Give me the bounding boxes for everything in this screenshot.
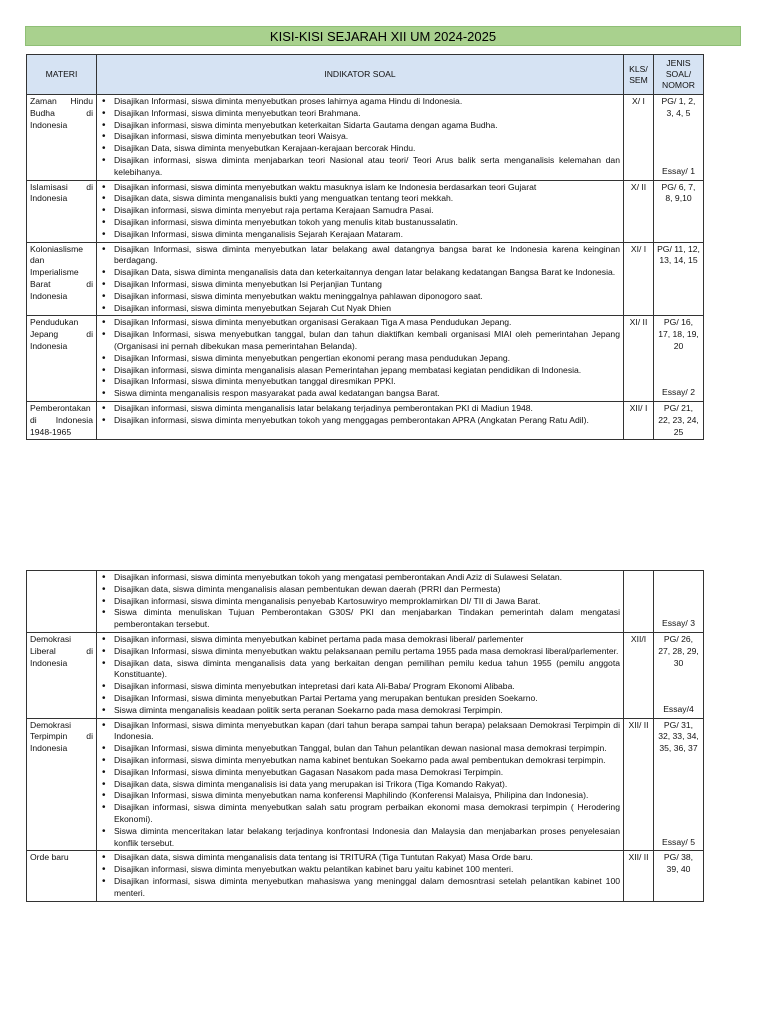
- jenis-soal-cell: [654, 632, 704, 718]
- pg-numbers: PG/ 1, 2, 3, 4, 5: [661, 96, 696, 118]
- indikator-list: [100, 182, 620, 241]
- kls-sem-cell: XII/I: [624, 632, 654, 718]
- indikator-list: [100, 96, 620, 179]
- kls-sem-cell: X/ II: [624, 180, 654, 242]
- indikator-item: • Disajikan Informasi, siswa diminta menyebutkan teori Brahmana.: [114, 108, 620, 120]
- indikator-cell: [97, 95, 624, 181]
- indikator-item: • Disajikan informasi, siswa diminta menyebutkan keterkaitan Sidarta Gautama dengan agama Budha.: [114, 120, 620, 132]
- indikator-item: • Disajikan informasi, siswa diminta menjabarkan teori Nasional atau teori/ Teori Arus balik serta menganalisis kelemahan dan kelebihanya.: [114, 155, 620, 179]
- indikator-list: [100, 317, 620, 400]
- indikator-item: • Disajikan informasi, siswa diminta menganalisis alasan Pemerintahan jepang membatasi kegiatan pendidikan di Indonesia.: [114, 365, 620, 377]
- indikator-item: • Disajikan Informasi, siswa diminta menyebutkan pengertian ekonomi perang masa pendudukan Jepang.: [114, 353, 620, 365]
- materi-cell: Pemberontakan di Indonesia 1948-1965: [27, 401, 97, 439]
- pg-numbers: PG/ 6, 7, 8, 9,10: [661, 181, 696, 204]
- indikator-item: • Disajikan Data, siswa diminta menganalisis data dan keterkaitannya dengan latar belakang kedatangan Bangsa Barat ke Indonesia.: [114, 267, 620, 279]
- indikator-cell: [97, 851, 624, 901]
- table-row: [27, 571, 704, 633]
- indikator-cell: [97, 180, 624, 242]
- table-row: [27, 316, 704, 402]
- indikator-item: • Disajikan informasi, siswa diminta menyebutkan teori Waisya.: [114, 131, 620, 143]
- indikator-cell: [97, 401, 624, 439]
- indikator-cell: [97, 316, 624, 402]
- indikator-list: [100, 403, 620, 427]
- indikator-item: • Disajikan Informasi, siswa diminta menganalisis Sejarah Kerajaan Mataram.: [114, 229, 620, 241]
- table-row: [27, 242, 704, 316]
- header-jenis-line2: SOAL/: [665, 69, 692, 79]
- jenis-soal-cell: [654, 242, 704, 316]
- indikator-item: • Disajikan data, siswa diminta menganalisis bukti yang menguatkan tentang teori mekkah.: [114, 193, 620, 205]
- kls-sem-cell: XI/ II: [624, 316, 654, 402]
- header-jenis-line3: NOMOR: [662, 80, 695, 90]
- indikator-item: • Disajikan Informasi, siswa diminta menyebutkan organisasi Gerakaan Tiga A masa Pendudukan Jepang.: [114, 317, 620, 329]
- jenis-soal-cell: [654, 718, 704, 851]
- header-kls-line1: KLS/: [629, 63, 648, 74]
- table-row: [27, 718, 704, 851]
- indikator-item: • Disajikan informasi, siswa diminta menyebutkan kabinet pertama pada masa demokrasi liberal/ parlementer: [114, 634, 620, 646]
- indikator-cell: [97, 632, 624, 718]
- indikator-item: • Disajikan informasi, siswa diminta menyebutkan mahasiswa yang meninggal dalam demosntrasi setelah pelantikan kabinet 100 menteri.: [114, 876, 620, 900]
- kls-sem-cell: XI/ I: [624, 242, 654, 316]
- indikator-item: • Disajikan Informasi, siswa diminta menyebutkan Tanggal, bulan dan Tahun pelantikan dewan nasional masa demokrasi terpimpin.: [114, 743, 620, 755]
- header-materi: MATERI: [27, 55, 97, 95]
- materi-cell: Orde baru: [27, 851, 97, 901]
- indikator-item: • Disajikan Informasi, siswa diminta menyebutkan Isi Perjanjian Tuntang: [114, 279, 620, 291]
- essay-number: Essay/ 2: [662, 387, 695, 398]
- indikator-item: • Disajikan informasi, siswa diminta menyebutkan tokoh yang menggagas pemberontakan APRA (Angkatan Perang Ratu Adil).: [114, 415, 620, 427]
- indikator-list: [100, 720, 620, 850]
- kls-sem-cell: [624, 571, 654, 633]
- table-row: [27, 180, 704, 242]
- header-jenis-soal: [654, 55, 704, 95]
- indikator-cell: [97, 718, 624, 851]
- jenis-soal-cell: [654, 571, 704, 633]
- indikator-item: • Disajikan informasi, siswa diminta menyebutkan nama kabinet bentukan Soekarno pada awal pembentukan demokrasi terpimpin.: [114, 755, 620, 767]
- indikator-item: • Disajikan informasi, siswa diminta menyebutkan Sejarah Cut Nyak Dhien: [114, 303, 620, 315]
- table-row: [27, 95, 704, 181]
- materi-cell: Pendudukan Jepang di Indonesia: [27, 316, 97, 402]
- materi-cell: Islamisasi di Indonesia: [27, 180, 97, 242]
- kisi-kisi-table-page-2: [26, 570, 704, 902]
- indikator-cell: [97, 571, 624, 633]
- essay-number: Essay/ 3: [662, 618, 695, 629]
- indikator-item: • Siswa diminta menuliskan Tujuan Pemberontakan G30S/ PKI dan menjabarkan Tindakan pemerintah dalam mengatasi pemberontakan tersebut.: [114, 607, 620, 631]
- indikator-item: • Disajikan informasi, siswa diminta menyebut raja pertama Kerajaan Samudra Pasai.: [114, 205, 620, 217]
- jenis-soal-cell: [654, 95, 704, 181]
- kls-sem-cell: XII/ II: [624, 718, 654, 851]
- kls-sem-cell: XII/ I: [624, 401, 654, 439]
- jenis-soal-cell: [654, 401, 704, 439]
- indikator-item: • Disajikan data, siswa diminta menganalisis data tentang isi TRITURA (Tiga Tuntutan Rakyat) Masa Orde baru.: [114, 852, 620, 864]
- indikator-item: • Disajikan Informasi, siswa diminta menyebutkan proses lahirnya agama Hindu di Indonesia.: [114, 96, 620, 108]
- indikator-item: • Disajikan informasi, siswa diminta menganalisis latar belakang terjadinya pemberontakan PKI di Madiun 1948.: [114, 403, 620, 415]
- indikator-item: • Disajikan Informasi, siswa diminta menyebutkan waktu pelaksanaan pemilu pertama 1955 pada masa demokrasi liberal/parlementer.: [114, 646, 620, 658]
- materi-cell: Demokrasi Terpimpin di Indonesia: [27, 718, 97, 851]
- indikator-item: • Disajikan Informasi, siswa menyebutkan tanggal, bulan dan tahun diaktifkan kembali organisasi MIAI oleh pemerintahan Jepang (Organisasi ini pernah dibekukan masa pemerintahan Belanda).: [114, 329, 620, 353]
- indikator-cell: [97, 242, 624, 316]
- kls-sem-cell: XII/ II: [624, 851, 654, 901]
- indikator-item: • Siswa diminta menganalisis keadaan politik serta peranan Soekarno pada masa demokrasi Terpimpin.: [114, 705, 620, 717]
- pg-numbers: PG/ 26, 27, 28, 29, 30: [658, 633, 699, 668]
- indikator-item: • Disajikan informasi, siswa diminta menyebutkan waktu pelantikan kabinet baru yaitu kabinet 100 menteri.: [114, 864, 620, 876]
- materi-cell: [27, 571, 97, 633]
- kisi-kisi-table-page-1: [26, 54, 704, 440]
- materi-cell: Demokrasi Liberal di Indonesia: [27, 632, 97, 718]
- header-kls-line2: SEM: [629, 74, 648, 85]
- essay-number: Essay/4: [663, 703, 694, 714]
- indikator-item: • Disajikan Data, siswa diminta menyebutkan Kerajaan-kerajaan bercorak Hindu.: [114, 143, 620, 155]
- indikator-item: • Disajikan Informasi, siswa diminta menyebutkan Partai Pertama yang merupakan bentukan presiden Soekarno.: [114, 693, 620, 705]
- header-kls-sem: [624, 55, 654, 95]
- indikator-list: [100, 852, 620, 899]
- pg-numbers: PG/ 11, 12, 13, 14, 15: [657, 243, 700, 266]
- indikator-item: • Siswa diminta menceritakan latar belakang terjadinya konfrontasi Indonesia dan Malaysia dan menjabarkan proses penyelesaian konflik tersebut.: [114, 826, 620, 850]
- jenis-soal-cell: [654, 180, 704, 242]
- indikator-item: • Disajikan informasi, siswa diminta menganalisis penyebab Kartosuwiryo memproklamirkan DI/ TII di Jawa Barat.: [114, 596, 620, 608]
- pg-numbers: PG/ 21, 22, 23, 24, 25: [658, 402, 699, 437]
- indikator-item: • Disajikan data, siswa diminta menganalisis data yang berkaitan dengan pemilihan pemilu kedua tahun 1955 (pemilu anggota Konstituante).: [114, 658, 620, 682]
- table-body: [27, 95, 704, 440]
- indikator-item: • Disajikan data, siswa diminta menganalisis alasan pembentukan dewan daerah (PRRI dan Permesta): [114, 584, 620, 596]
- table-row: [27, 401, 704, 439]
- materi-cell: Koloniaslisme dan Imperialisme Barat di Indonesia: [27, 242, 97, 316]
- header-jenis-line1: JENIS: [666, 58, 691, 68]
- indikator-item: • Siswa diminta menganalisis respon masyarakat pada awal kedatangan bangsa Barat.: [114, 388, 620, 400]
- indikator-item: • Disajikan Informasi, siswa diminta menyebutkan latar belakang awal datangnya bangsa barat ke Indonesia karena keinginan berdagang.: [114, 244, 620, 268]
- indikator-list: [100, 634, 620, 717]
- indikator-item: • Disajikan informasi, siswa diminta menyebutkan waktu masuknya islam ke Indonesia berdasarkan teori Gujarat: [114, 182, 620, 194]
- kls-sem-cell: X/ I: [624, 95, 654, 181]
- indikator-item: • Disajikan Informasi, siswa diminta menyebutkan nama konferensi Maphilindo (Konferensi Malaisya, Philipina dan Indonesia).: [114, 790, 620, 802]
- table-row: [27, 632, 704, 718]
- jenis-soal-cell: [654, 851, 704, 901]
- indikator-list: [100, 244, 620, 315]
- pg-numbers: PG/ 31, 32, 33, 34, 35, 36, 37: [658, 719, 699, 754]
- essay-number: Essay/ 5: [662, 836, 695, 847]
- pg-numbers: PG/ 38, 39, 40: [663, 852, 694, 875]
- indikator-item: • Disajikan Informasi, siswa diminta menyebutkan Gagasan Nasakom pada masa Demokrasi Terpimpin.: [114, 767, 620, 779]
- materi-cell: Zaman Hindu Budha di Indonesia: [27, 95, 97, 181]
- jenis-soal-cell: [654, 316, 704, 402]
- indikator-item: • Disajikan informasi, siswa diminta menyebutkan intepretasi dari kata Ali-Baba/ Program Ekonomi Alibaba.: [114, 681, 620, 693]
- indikator-item: • Disajikan Informasi, siswa diminta menyebutkan kapan (dari tahun berapa sampai tahun berapa) pelaksaan Demokrasi Terpimpin di Indonesia.: [114, 720, 620, 744]
- table-body: [27, 571, 704, 902]
- pg-numbers: PG/ 16, 17, 18, 19, 20: [658, 317, 699, 351]
- indikator-item: • Disajikan informasi, siswa diminta menyebutkan waktu meninggalnya pahlawan diponogoro saat.: [114, 291, 620, 303]
- document-title: KISI-KISI SEJARAH XII UM 2024-2025: [25, 26, 741, 46]
- indikator-item: • Disajikan informasi, siswa diminta menyebutkan tokoh yang mengatasi pemberontakan Andi Aziz di Sulawesi Selatan.: [114, 572, 620, 584]
- indikator-item: • Disajikan informasi, siswa diminta menyebutkan salah satu program perbaikan ekonomi masa demokrasi terpimpin ( Herodering Ekonomi).: [114, 802, 620, 826]
- indikator-item: • Disajikan data, siswa diminta menganalisis isi data yang merupakan isi Trikora (Tiga Komando Rakyat).: [114, 779, 620, 791]
- header-indikator: INDIKATOR SOAL: [97, 55, 624, 95]
- indikator-item: • Disajikan Informasi, siswa diminta menyebutkan tanggal diresmikan PPKI.: [114, 376, 620, 388]
- table-row: [27, 851, 704, 901]
- indikator-list: [100, 572, 620, 631]
- indikator-item: • Disajikan informasi, siswa diminta menyebutkan tokoh yang menulis kitab bustanussalatin.: [114, 217, 620, 229]
- essay-number: Essay/ 1: [662, 165, 695, 176]
